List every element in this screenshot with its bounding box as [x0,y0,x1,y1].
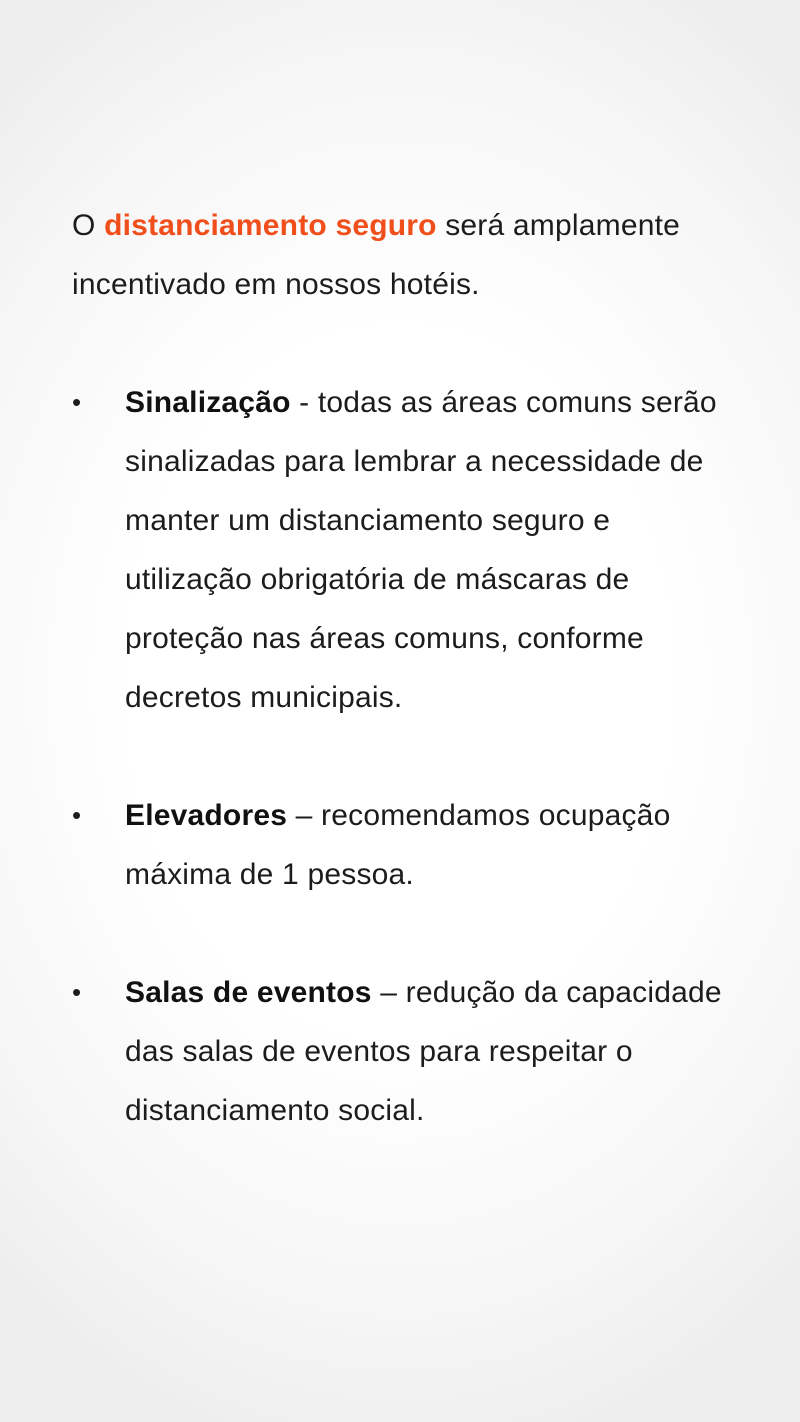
item-title: Salas de eventos [125,976,372,1009]
bullet-icon: • [72,977,82,1007]
measures-list [72,373,732,1140]
list-item-sinalizacao [72,373,732,727]
item-description: - todas as áreas comuns serão sinalizadas para lembrar a necessidade de manter um distanciamento seguro e utilização obrigatória de máscaras de proteção nas áreas comuns, conforme decretos municipais. [125,386,717,714]
item-title: Elevadores [125,799,288,832]
item-description: – recomendamos ocupação máxima de 1 pessoa. [125,799,671,891]
intro-highlight: distanciamento seguro [104,209,437,242]
bullet-icon: • [72,800,82,830]
intro-paragraph [72,196,732,314]
list-item-salas-de-eventos [72,963,732,1140]
intro-suffix: será amplamente incentivado em nossos hotéis. [72,209,681,301]
list-item-elevadores [72,786,732,904]
document-content [72,196,732,1140]
item-description: – redução da capacidade das salas de eventos para respeitar o distanciamento social. [125,976,722,1127]
item-title: Sinalização [125,386,291,419]
intro-prefix: O [72,209,105,242]
bullet-icon: • [72,387,82,417]
